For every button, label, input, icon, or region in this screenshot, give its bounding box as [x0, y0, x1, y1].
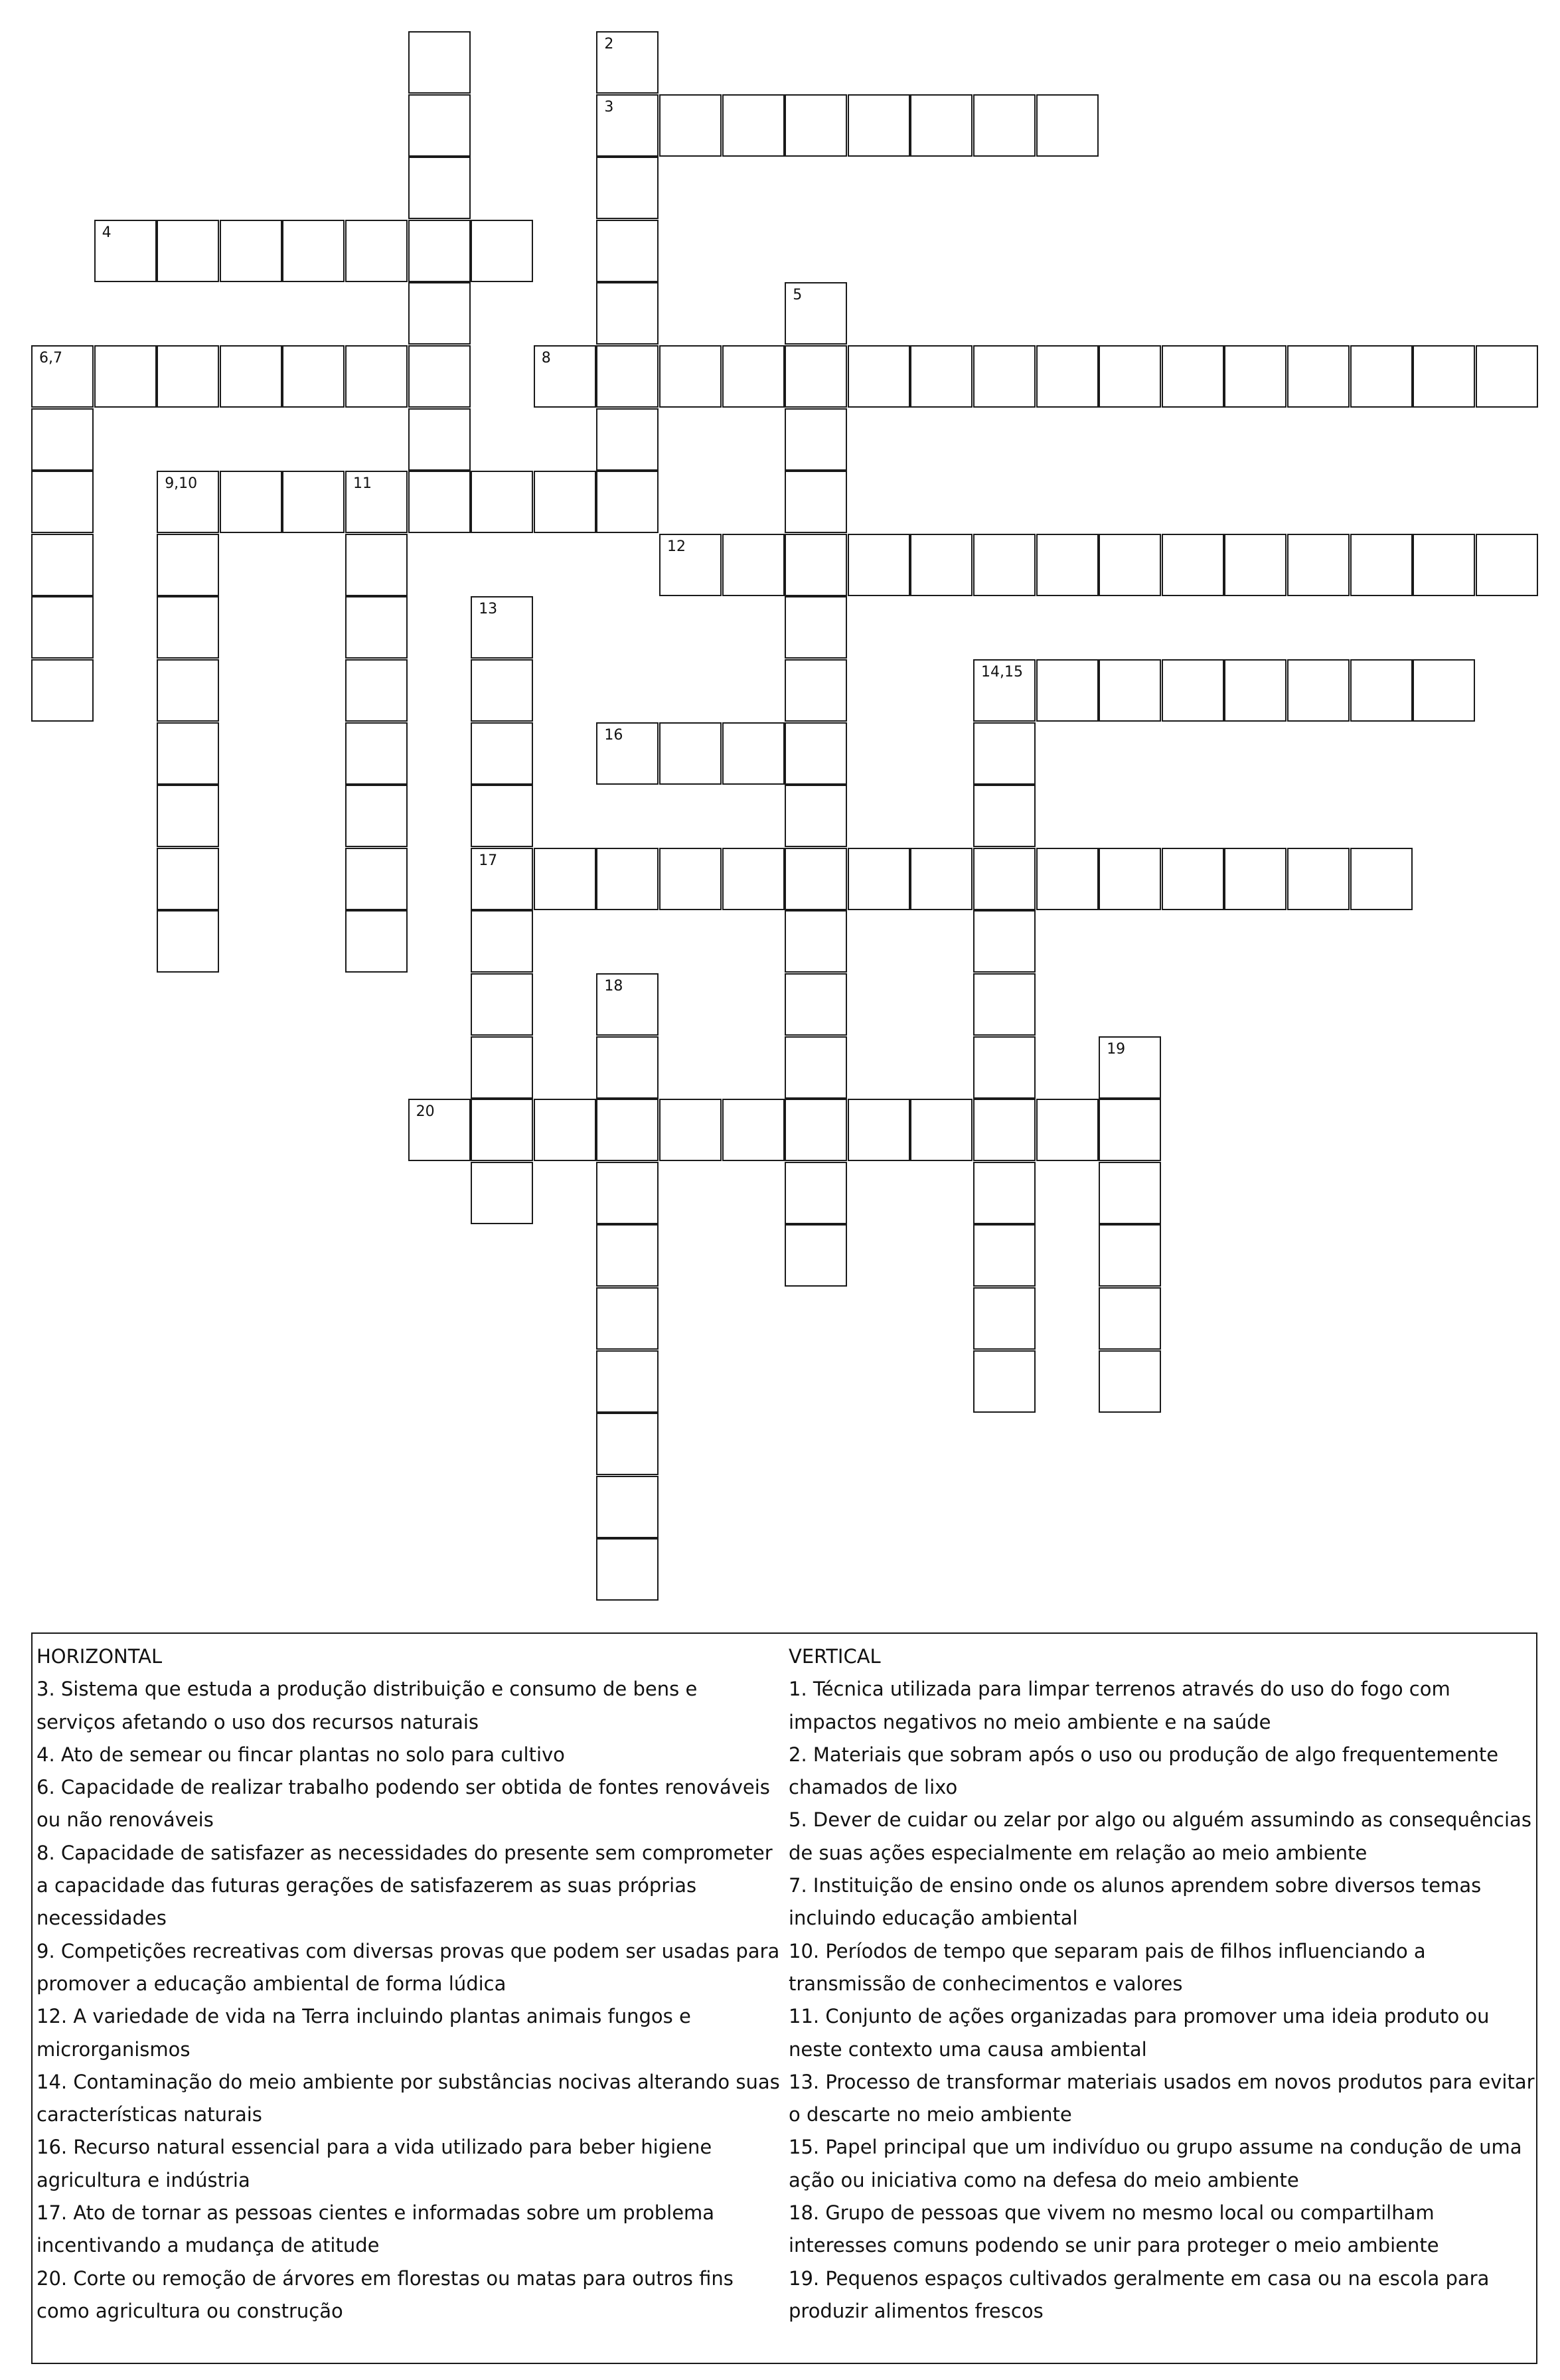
grid-cell[interactable] — [157, 848, 219, 910]
grid-cell[interactable] — [1287, 345, 1350, 408]
grid-cell[interactable] — [471, 910, 533, 973]
grid-cell[interactable] — [408, 31, 471, 94]
grid-cell[interactable] — [659, 534, 722, 596]
clue-down-18: 18. Grupo de pessoas que vivem no mesmo local ou compartilham interesses comuns podendo se unir para proteger o meio ambiente — [789, 2201, 1439, 2257]
grid-cell[interactable] — [973, 910, 1036, 973]
grid-cell[interactable] — [1287, 848, 1350, 910]
grid-cell[interactable] — [722, 534, 785, 596]
clue-number: 11 — [353, 475, 372, 493]
grid-cell[interactable] — [345, 785, 408, 847]
clue-down-19: 19. Pequenos espaços cultivados geralmente em casa ou na escola para produzir alimentos frescos — [789, 2266, 1490, 2322]
clue-down-15: 15. Papel principal que um indivíduo ou grupo assume na condução de uma ação ou iniciativa como na defesa do meio ambiente — [789, 2136, 1522, 2191]
grid-cell[interactable] — [910, 94, 973, 157]
clue-number: 8 — [541, 350, 551, 366]
vertical-clues — [789, 1640, 1535, 2328]
clue-number: 4 — [102, 224, 112, 241]
clue-number: 9,10 — [165, 475, 198, 493]
grid-cell[interactable] — [1224, 659, 1287, 722]
grid-cell[interactable] — [345, 848, 408, 910]
grid-cell[interactable] — [1162, 659, 1224, 722]
grid-cell[interactable] — [157, 659, 219, 722]
clue-across-6: 6. Capacidade de realizar trabalho podendo ser obtida de fontes renováveis ou não renováveis — [37, 1776, 770, 1832]
clue-down-5: 5. Dever de cuidar ou zelar por algo ou alguém assumindo as consequências de suas ações especialmente em relação ao meio ambiente — [789, 1808, 1531, 1864]
grid-cell[interactable] — [973, 848, 1036, 910]
grid-cell[interactable] — [722, 345, 785, 408]
grid-cell[interactable] — [973, 534, 1036, 596]
clue-down-7: 7. Instituição de ensino onde os alunos aprendem sobre diversos temas incluindo educação ambiental — [789, 1874, 1482, 1930]
grid-cell[interactable] — [157, 785, 219, 847]
clue-number: 3 — [604, 98, 614, 116]
grid-cell[interactable] — [722, 94, 785, 157]
grid-cell[interactable] — [31, 471, 94, 533]
grid-cell[interactable] — [785, 785, 847, 847]
grid-cell[interactable] — [157, 471, 219, 533]
grid-cell[interactable] — [534, 1099, 596, 1161]
grid-cell[interactable] — [31, 659, 94, 722]
grid-cell[interactable] — [848, 1099, 910, 1161]
grid-cell[interactable] — [408, 1099, 471, 1161]
grid-cell[interactable] — [408, 157, 471, 219]
grid-cell[interactable] — [659, 345, 722, 408]
clue-across-20: 20. Corte ou remoção de árvores em florestas ou matas para outros fins como agricultura ou construção — [37, 2266, 734, 2322]
clue-across-9: 9. Competições recreativas com diversas provas que podem ser usadas para promover a educação ambiental de forma lúdica — [37, 1939, 780, 1995]
grid-cell[interactable] — [596, 157, 659, 219]
clue-number: 13 — [479, 601, 498, 618]
grid-cell[interactable] — [973, 345, 1036, 408]
clue-number: 12 — [667, 538, 686, 555]
grid-cell[interactable] — [1036, 534, 1099, 596]
grid-cell[interactable] — [471, 1099, 533, 1161]
grid-cell[interactable] — [1224, 345, 1287, 408]
grid-cell[interactable] — [596, 1476, 659, 1538]
grid-cell[interactable] — [471, 722, 533, 785]
grid-cell[interactable] — [471, 220, 533, 282]
grid-cell[interactable] — [94, 345, 157, 408]
grid-cell[interactable] — [596, 282, 659, 345]
grid-cell[interactable] — [157, 534, 219, 596]
grid-cell[interactable] — [596, 1413, 659, 1475]
grid-cell[interactable] — [282, 220, 345, 282]
clue-number: 18 — [604, 978, 623, 994]
grid-cell[interactable] — [31, 345, 94, 408]
clue-down-11: 11. Conjunto de ações organizadas para promover uma ideia produto ou neste contexto uma causa ambiental — [789, 2005, 1490, 2061]
grid-cell[interactable] — [345, 534, 408, 596]
grid-cell[interactable] — [31, 408, 94, 471]
grid-cell[interactable] — [1476, 345, 1538, 408]
grid-cell[interactable] — [596, 1287, 659, 1350]
grid-cell[interactable] — [220, 471, 282, 533]
clue-across-8: 8. Capacidade de satisfazer as necessidades do presente sem comprometer a capacidade das futuras gerações de satisfazerem as suas próprias necessidades — [37, 1841, 773, 1930]
grid-cell[interactable] — [1099, 1287, 1161, 1350]
grid-cell[interactable] — [345, 345, 408, 408]
grid-cell[interactable] — [1099, 1162, 1161, 1224]
clue-number: 20 — [416, 1103, 435, 1121]
grid-cell[interactable] — [471, 1036, 533, 1099]
grid-cell[interactable] — [1099, 1036, 1161, 1099]
grid-cell[interactable] — [596, 1538, 659, 1601]
grid-cell[interactable] — [596, 220, 659, 282]
grid-cell[interactable] — [157, 345, 219, 408]
grid-cell[interactable] — [910, 345, 973, 408]
grid-cell[interactable] — [1036, 94, 1099, 157]
grid-cell[interactable] — [1099, 1224, 1161, 1287]
grid-cell[interactable] — [282, 471, 345, 533]
grid-cell[interactable] — [973, 785, 1036, 847]
grid-cell[interactable] — [1162, 848, 1224, 910]
clue-across-17: 17. Ato de tornar as pessoas cientes e informadas sobre um problema incentivando a mudança de atitude — [37, 2201, 715, 2257]
grid-cell[interactable] — [596, 471, 659, 533]
grid-cell[interactable] — [596, 1350, 659, 1413]
grid-cell[interactable] — [471, 1162, 533, 1224]
grid-cell[interactable] — [1036, 659, 1099, 722]
clue-across-3: 3. Sistema que estuda a produção distribuição e consumo de bens e serviços afetando o uso dos recursos naturais — [37, 1678, 698, 1733]
grid-cell[interactable] — [973, 1350, 1036, 1413]
grid-cell[interactable] — [220, 345, 282, 408]
grid-cell[interactable] — [659, 722, 722, 785]
grid-cell[interactable] — [596, 722, 659, 785]
grid-cell[interactable] — [157, 722, 219, 785]
grid-cell[interactable] — [722, 848, 785, 910]
grid-cell[interactable] — [534, 345, 596, 408]
grid-cell[interactable] — [596, 1224, 659, 1287]
grid-cell[interactable] — [785, 659, 847, 722]
grid-cell[interactable] — [1036, 1099, 1099, 1161]
grid-cell[interactable] — [973, 1224, 1036, 1287]
grid-cell[interactable] — [785, 534, 847, 596]
grid-cell[interactable] — [973, 659, 1036, 722]
grid-cell[interactable] — [1350, 345, 1413, 408]
grid-cell[interactable] — [471, 785, 533, 847]
grid-cell[interactable] — [408, 345, 471, 408]
grid-cell[interactable] — [408, 471, 471, 533]
grid-cell[interactable] — [596, 31, 659, 94]
clue-down-1: 1. Técnica utilizada para limpar terrenos através do uso do fogo com impactos negativos no meio ambiente e na saúde — [789, 1678, 1450, 1733]
grid-cell[interactable] — [1287, 659, 1350, 722]
grid-cell[interactable] — [408, 94, 471, 157]
grid-cell[interactable] — [471, 659, 533, 722]
grid-cell[interactable] — [785, 596, 847, 659]
grid-cell[interactable] — [659, 94, 722, 157]
grid-cell[interactable] — [848, 848, 910, 910]
grid-cell[interactable] — [1036, 848, 1099, 910]
clue-down-2: 2. Materiais que sobram após o uso ou produção de algo frequentemente chamados de lixo — [789, 1743, 1499, 1799]
grid-cell[interactable] — [345, 722, 408, 785]
grid-cell[interactable] — [345, 471, 408, 533]
grid-cell[interactable] — [973, 1036, 1036, 1099]
grid-cell[interactable] — [659, 1099, 722, 1161]
grid-cell[interactable] — [408, 408, 471, 471]
grid-cell[interactable] — [785, 848, 847, 910]
grid-cell[interactable] — [973, 1287, 1036, 1350]
grid-cell[interactable] — [471, 973, 533, 1036]
grid-cell[interactable] — [345, 910, 408, 973]
clues-box — [31, 1632, 1537, 2364]
grid-cell[interactable] — [596, 973, 659, 1036]
grid-cell[interactable] — [471, 471, 533, 533]
horizontal-clues — [37, 1640, 780, 2328]
grid-cell[interactable] — [785, 408, 847, 471]
grid-cell[interactable] — [1413, 534, 1475, 596]
clue-across-12: 12. A variedade de vida na Terra incluindo plantas animais fungos e microrganismos — [37, 2005, 691, 2061]
grid-cell[interactable] — [1413, 659, 1475, 722]
grid-cell[interactable] — [1099, 345, 1161, 408]
grid-cell[interactable] — [1224, 848, 1287, 910]
grid-cell[interactable] — [1162, 534, 1224, 596]
grid-cell[interactable] — [722, 1099, 785, 1161]
grid-cell[interactable] — [157, 220, 219, 282]
grid-cell[interactable] — [1162, 345, 1224, 408]
grid-cell[interactable] — [596, 1099, 659, 1161]
horizontal-heading: HORIZONTAL — [37, 1645, 163, 1668]
grid-cell[interactable] — [282, 345, 345, 408]
grid-cell[interactable] — [471, 596, 533, 659]
grid-cell[interactable] — [94, 220, 157, 282]
grid-cell[interactable] — [1350, 659, 1413, 722]
grid-cell[interactable] — [848, 345, 910, 408]
clue-across-14: 14. Contaminação do meio ambiente por substâncias nocivas alterando suas características naturais — [37, 2070, 780, 2126]
grid-cell[interactable] — [408, 282, 471, 345]
clue-down-13: 13. Processo de transformar materiais usados em novos produtos para evitar o descarte no meio ambiente — [789, 2070, 1535, 2126]
clue-number: 19 — [1107, 1040, 1126, 1058]
grid-cell[interactable] — [1350, 848, 1413, 910]
grid-cell[interactable] — [910, 1099, 973, 1161]
grid-cell[interactable] — [345, 596, 408, 659]
grid-cell[interactable] — [785, 1162, 847, 1224]
grid-cell[interactable] — [1099, 1099, 1161, 1161]
grid-cell[interactable] — [157, 910, 219, 973]
grid-cell[interactable] — [1099, 659, 1161, 722]
vertical-heading: VERTICAL — [789, 1645, 881, 1668]
grid-cell[interactable] — [973, 722, 1036, 785]
clue-number: 14,15 — [981, 664, 1023, 680]
grid-cell[interactable] — [785, 1099, 847, 1161]
clue-across-4: 4. Ato de semear ou fincar plantas no solo para cultivo — [37, 1743, 565, 1766]
grid-cell[interactable] — [345, 220, 408, 282]
grid-cell[interactable] — [534, 848, 596, 910]
grid-cell[interactable] — [785, 910, 847, 973]
clue-number: 17 — [479, 852, 498, 869]
grid-cell[interactable] — [1350, 534, 1413, 596]
clue-down-10: 10. Períodos de tempo que separam pais de filhos influenciando a transmissão de conhecimentos e valores — [789, 1939, 1426, 1995]
grid-cell[interactable] — [471, 848, 533, 910]
grid-cell[interactable] — [973, 973, 1036, 1036]
grid-cell[interactable] — [220, 220, 282, 282]
grid-cell[interactable] — [785, 471, 847, 533]
grid-cell[interactable] — [596, 1036, 659, 1099]
grid-cell[interactable] — [659, 848, 722, 910]
grid-cell[interactable] — [1099, 534, 1161, 596]
grid-cell[interactable] — [596, 408, 659, 471]
grid-cell[interactable] — [785, 94, 847, 157]
grid-cell[interactable] — [785, 345, 847, 408]
grid-cell[interactable] — [785, 1224, 847, 1287]
grid-cell[interactable] — [973, 94, 1036, 157]
grid-cell[interactable] — [910, 848, 973, 910]
grid-cell[interactable] — [848, 94, 910, 157]
grid-cell[interactable] — [596, 1162, 659, 1224]
grid-cell[interactable] — [1036, 345, 1099, 408]
grid-cell[interactable] — [1413, 345, 1475, 408]
grid-cell[interactable] — [910, 534, 973, 596]
grid-cell[interactable] — [1099, 848, 1161, 910]
clue-across-16: 16. Recurso natural essencial para a vida utilizado para beber higiene agricultura e indústria — [37, 2136, 712, 2191]
grid-cell[interactable] — [596, 345, 659, 408]
grid-cell[interactable] — [31, 534, 94, 596]
grid-cell[interactable] — [848, 534, 910, 596]
grid-cell[interactable] — [1224, 534, 1287, 596]
clue-number: 16 — [604, 726, 623, 744]
grid-cell[interactable] — [973, 1162, 1036, 1224]
clue-number: 5 — [793, 287, 803, 304]
grid-cell[interactable] — [408, 220, 471, 282]
grid-cell[interactable] — [596, 94, 659, 157]
grid-cell[interactable] — [534, 471, 596, 533]
grid-cell[interactable] — [31, 596, 94, 659]
grid-cell[interactable] — [1099, 1350, 1161, 1413]
clue-number: 2 — [604, 36, 614, 52]
grid-cell[interactable] — [596, 848, 659, 910]
grid-cell[interactable] — [157, 596, 219, 659]
grid-cell[interactable] — [785, 722, 847, 785]
grid-cell[interactable] — [785, 1036, 847, 1099]
grid-cell[interactable] — [345, 659, 408, 722]
grid-cell[interactable] — [973, 1099, 1036, 1161]
grid-cell[interactable] — [785, 282, 847, 345]
clue-number: 6,7 — [39, 350, 62, 366]
grid-cell[interactable] — [1287, 534, 1350, 596]
grid-cell[interactable] — [722, 722, 785, 785]
grid-cell[interactable] — [785, 973, 847, 1036]
grid-cell[interactable] — [1476, 534, 1538, 596]
